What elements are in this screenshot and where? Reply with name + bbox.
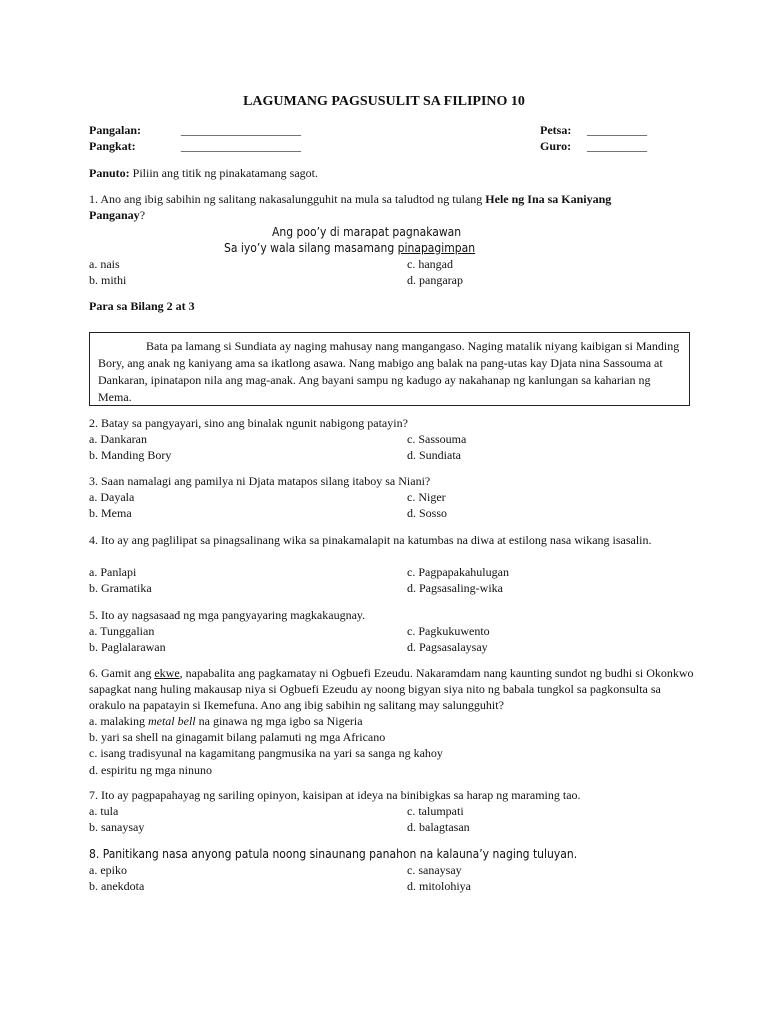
pangkat-blank[interactable]: ____________________ bbox=[181, 139, 301, 153]
passage-text: Bata pa lamang si Sundiata ay naging mahusay nang mangangaso. Naging matalik niyang kaibigan si Manding Bory, ang anak ng kaniyang ama sa ikatlong asawa. Nang mabigo ang balak na pang-utas kay Djata nina Sassouma at Dankaran, ipinatapon nila ang mag-anak. Ang bayani sampu ng kadugo ay nakahanap ng kanlungan sa kaharian ng Mema. bbox=[98, 339, 680, 404]
q7-option-c[interactable]: c. talumpati bbox=[407, 804, 464, 818]
panuto-text: Piliin ang titik ng pinakatamang sagot. bbox=[129, 166, 318, 180]
underlined-word-ekwe: ekwe bbox=[154, 666, 180, 680]
q2-option-b[interactable]: b. Manding Bory bbox=[89, 448, 172, 462]
q3-option-a[interactable]: a. Dayala bbox=[89, 490, 135, 504]
question-6-post: , napabalita ang pagkamatay ni Ogbuefi Ezeudu. Nakaramdam nang kaunting sundot ng budhi si Okonkwo sapagkat nang huling makausap niya si Ogbuefi Ezeudu ay noong bigyan siya nito ng babala tungkol sa pagkonsulta sa orakulo na papatayin si Ikemefuna. Ano ang ibig sabihin ng salitang may salungguhit? bbox=[89, 666, 694, 712]
verse-line-2-text: Sa iyo’y wala silang masamang bbox=[224, 241, 398, 255]
q3-option-c[interactable]: c. Niger bbox=[407, 490, 446, 504]
verse-line-1: Ang poo’y di marapat pagnakawan bbox=[272, 225, 462, 239]
q6-option-c[interactable]: c. isang tradisyunal na kagamitang pangmusika na yari sa sanga ng kahoy bbox=[89, 746, 443, 760]
q3-option-d[interactable]: d. Sosso bbox=[407, 506, 448, 520]
q8-option-d[interactable]: d. mitolohiya bbox=[407, 879, 471, 893]
guro-label: Guro: bbox=[540, 139, 572, 153]
question-4-text: 4. Ito ay ang paglilipat sa pinagsalinang wika sa pinakamalapit na katumbas na diwa at estilong nasa wikang isasalin. bbox=[89, 533, 652, 547]
q6-option-a-pre: a. malaking bbox=[89, 714, 148, 728]
q4-option-a[interactable]: a. Panlapi bbox=[89, 565, 137, 579]
q7-option-b[interactable]: b. sanaysay bbox=[89, 820, 145, 834]
underlined-word: pinapagimpan bbox=[397, 241, 476, 255]
q3-option-b[interactable]: b. Mema bbox=[89, 506, 132, 520]
pangkat-label: Pangkat: bbox=[89, 139, 136, 153]
q8-option-a[interactable]: a. epiko bbox=[89, 863, 127, 877]
q4-option-d[interactable]: d. Pagsasaling-wika bbox=[407, 581, 503, 595]
q4-option-c[interactable]: c. Pagpapakahulugan bbox=[407, 565, 509, 579]
q6-option-b[interactable]: b. yari sa shell na ginagamit bilang palamuti ng mga Africano bbox=[89, 730, 386, 744]
q2-option-a[interactable]: a. Dankaran bbox=[89, 432, 147, 446]
q6-option-a[interactable] bbox=[89, 713, 363, 729]
q2-option-d[interactable]: d. Sundiata bbox=[407, 448, 461, 462]
q2-option-c[interactable]: c. Sassouma bbox=[407, 432, 467, 446]
q6-option-a-italic: metal bell bbox=[147, 714, 196, 728]
q5-option-d[interactable]: d. Pagsasalaysay bbox=[407, 640, 488, 654]
q8-option-b[interactable]: b. anekdota bbox=[89, 879, 145, 893]
verse-line-2 bbox=[224, 240, 475, 256]
petsa-label: Petsa: bbox=[540, 123, 572, 137]
q4-option-b[interactable]: b. Gramatika bbox=[89, 581, 152, 595]
q5-option-c[interactable]: c. Pagkukuwento bbox=[407, 624, 490, 638]
pangalan-label: Pangalan: bbox=[89, 123, 142, 137]
page-title: LAGUMANG PAGSUSULIT SA FILIPINO 10 bbox=[243, 94, 525, 109]
q5-option-a[interactable]: a. Tunggalian bbox=[89, 624, 155, 638]
q5-option-b[interactable]: b. Paglalarawan bbox=[89, 640, 166, 654]
question-6-text bbox=[89, 665, 694, 713]
pangalan-blank[interactable]: ____________________ bbox=[181, 123, 301, 137]
question-8-text: 8. Panitikang nasa anyong patula noong sinaunang panahon na kalauna’y naging tuluyan. bbox=[89, 847, 578, 861]
question-1-mark: ? bbox=[139, 208, 146, 222]
q1-option-a[interactable]: a. nais bbox=[89, 257, 120, 271]
q6-option-d[interactable]: d. espiritu ng mga ninuno bbox=[89, 763, 212, 777]
para-heading: Para sa Bilang 2 at 3 bbox=[89, 299, 195, 313]
question-5-text: 5. Ito ay nagsasaad ng mga pangyayaring magkakaugnay. bbox=[89, 608, 366, 622]
passage-box bbox=[89, 332, 690, 406]
question-2-text: 2. Batay sa pangyayari, sino ang binalak ngunit nabigong patayin? bbox=[89, 416, 408, 430]
question-1-text: 1. Ano ang ibig sabihin ng salitang nakasalungguhit na mula sa taludtod ng tulang bbox=[89, 192, 486, 206]
question-6-pre: 6. Gamit ang bbox=[89, 666, 155, 680]
q7-option-d[interactable]: d. balagtasan bbox=[407, 820, 470, 834]
q1-option-d[interactable]: d. pangarap bbox=[407, 273, 463, 287]
question-7-text: 7. Ito ay pagpapahayag ng sariling opinyon, kaisipan at ideya na binibigkas sa harap ng maraming tao. bbox=[89, 788, 581, 802]
q6-option-a-post: na ginawa ng mga igbo sa Nigeria bbox=[195, 714, 363, 728]
panuto bbox=[89, 165, 318, 181]
panuto-label: Panuto: bbox=[89, 166, 130, 180]
question-3-text: 3. Saan namalagi ang pamilya ni Djata matapos silang itaboy sa Niani? bbox=[89, 474, 431, 488]
question-1 bbox=[89, 191, 689, 223]
petsa-blank[interactable]: __________ bbox=[587, 123, 647, 137]
q8-option-c[interactable]: c. sanaysay bbox=[407, 863, 462, 877]
poem-title-2: Panganay bbox=[89, 208, 140, 222]
q1-option-c[interactable]: c. hangad bbox=[407, 257, 453, 271]
q7-option-a[interactable]: a. tula bbox=[89, 804, 119, 818]
poem-title: Hele ng Ina sa Kaniyang bbox=[485, 192, 612, 206]
guro-blank[interactable]: __________ bbox=[587, 139, 647, 153]
q1-option-b[interactable]: b. mithi bbox=[89, 273, 127, 287]
